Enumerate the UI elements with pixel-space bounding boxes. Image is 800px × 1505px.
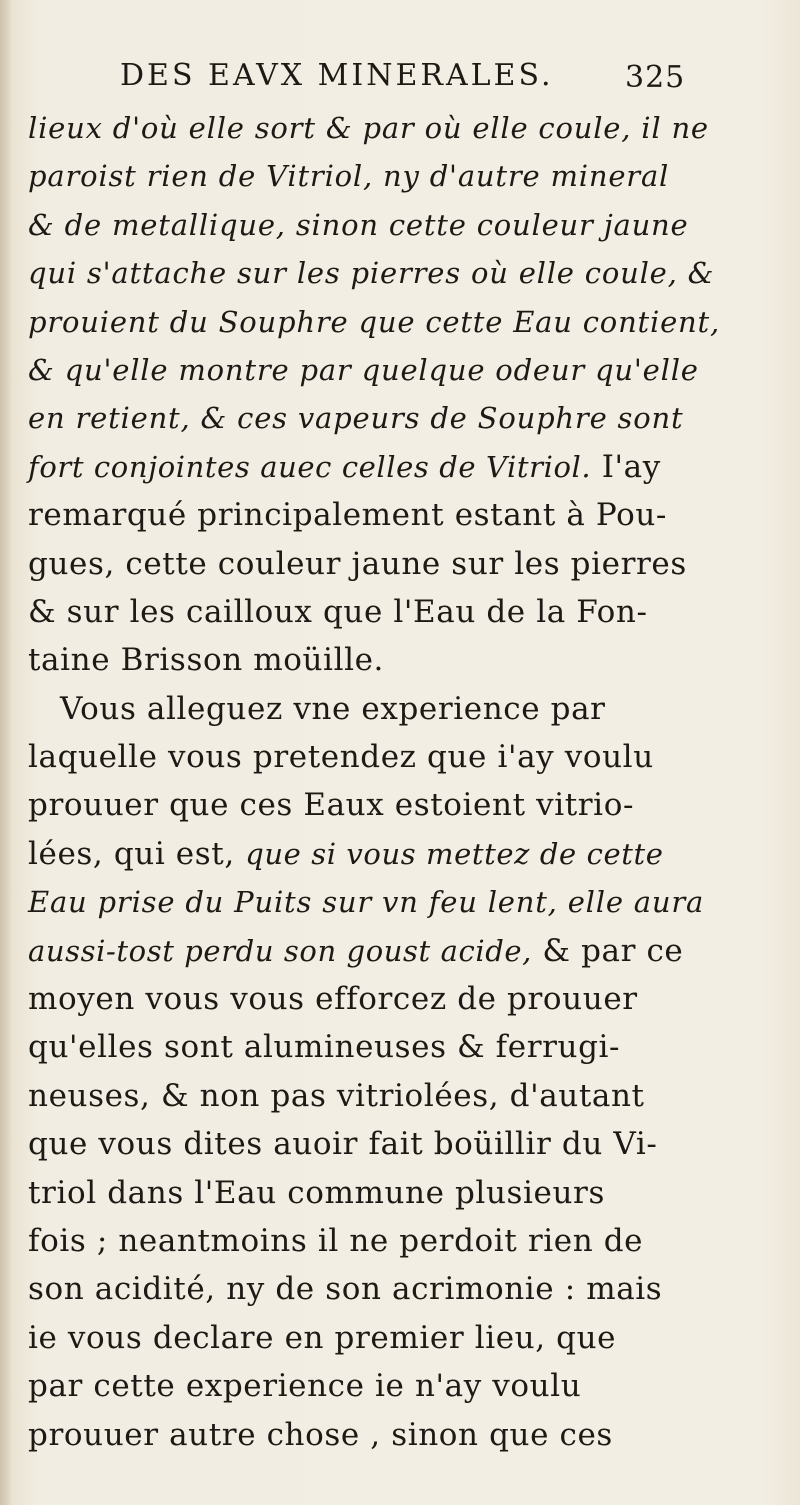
text-line: son acidité, ny de son acrimonie : mais <box>28 1271 663 1308</box>
text-line: laquelle vous pretendez que i'ay voulu <box>28 739 654 776</box>
text-line: qui s'attache sur les pierres où elle coule, & <box>28 256 715 291</box>
text-line: & qu'elle montre par quelque odeur qu'elle <box>28 352 699 387</box>
text-line: prouient du Souphre que cette Eau contient, <box>28 304 720 339</box>
roman-span: & par ce <box>531 932 684 969</box>
text-line: par cette experience ie n'ay voulu <box>28 1368 582 1405</box>
text-line: Vous alleguez vne experience par <box>60 690 606 727</box>
text-line: & sur les cailloux que l'Eau de la Fon- <box>28 593 648 630</box>
text-line: taine Brisson moüille. <box>28 642 385 679</box>
body-text <box>28 104 788 1459</box>
text-line: qu'elles sont alumineuses & ferrugi- <box>28 1029 621 1066</box>
text-line: prouuer autre chose , sinon que ces <box>28 1416 613 1453</box>
text-line: lieux d'où elle sort & par où elle coule, il ne <box>28 111 709 145</box>
text-line: ie vous declare en premier lieu, que <box>28 1319 617 1356</box>
text-line: remarqué principalement estant à Pou- <box>28 497 668 534</box>
text-line: que vous dites auoir fait boüillir du Vi- <box>28 1126 658 1163</box>
text-line: paroist rien de Vitriol, ny d'autre mineral <box>28 159 670 194</box>
gutter-shadow <box>0 0 12 1505</box>
italic-span: aussi-tost perdu son goust acide, <box>28 933 532 968</box>
text-line: prouuer que ces Eaux estoient vitrio- <box>28 787 635 824</box>
roman-span: I'ay <box>591 448 661 485</box>
running-header <box>120 58 780 102</box>
text-line: fois ; neantmoins il ne perdoit rien de <box>28 1222 644 1259</box>
text-line <box>28 927 788 975</box>
text-line <box>28 443 788 491</box>
page-number: 325 <box>625 60 686 95</box>
roman-span: lées, qui est, <box>28 835 246 872</box>
text-line: Eau prise du Puits sur vn feu lent, elle aura <box>28 885 705 920</box>
italic-span: que si vous mettez de cette <box>245 836 664 871</box>
text-line <box>28 830 788 878</box>
text-line: moyen vous vous efforcez de prouuer <box>28 981 638 1018</box>
text-line: & de metallique, sinon cette couleur jaune <box>28 207 689 242</box>
italic-span: fort conjointes auec celles de Vitriol. <box>28 449 592 484</box>
text-line: triol dans l'Eau commune plusieurs <box>28 1174 605 1211</box>
text-line: en retient, & ces vapeurs de Souphre sont <box>28 401 684 436</box>
text-line: neuses, & non pas vitriolées, d'autant <box>28 1077 645 1114</box>
running-title: DES EAVX MINERALES. <box>120 58 554 93</box>
text-line: gues, cette couleur jaune sur les pierres <box>28 545 687 582</box>
